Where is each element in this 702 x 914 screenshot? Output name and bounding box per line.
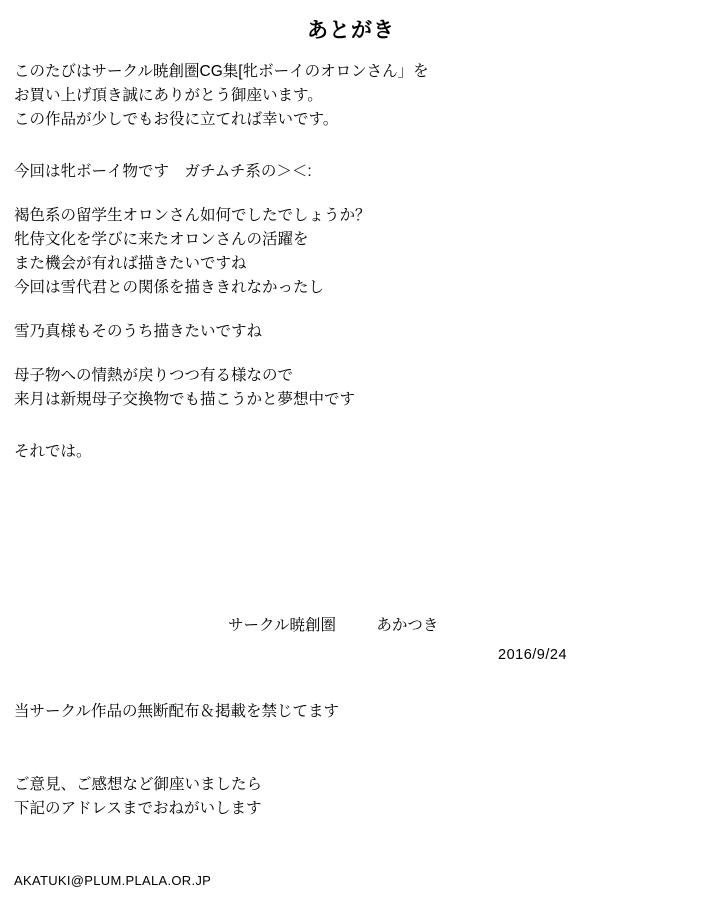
text-line: 今回は雪代君との関係を描ききれなかったし	[14, 279, 325, 297]
text-line: 褐色系の留学生オロンさん如何でしたでしょうか？	[14, 207, 371, 225]
text-line: この作品が少しでもお役に立てれば幸いです。	[14, 111, 339, 129]
paragraph-character-notes	[14, 204, 688, 300]
paragraph-intro	[14, 60, 688, 132]
afterword-body	[0, 60, 702, 464]
text-line: ご意見、ご感想など御座いましたら	[14, 776, 263, 794]
text-line: 牝侍文化を学びに来たオロンさんの活躍を	[14, 231, 309, 249]
paragraph-yukino	[14, 320, 688, 344]
text-line: 来月は新規母子交換物でも描こうかと夢想中です	[14, 391, 356, 409]
paragraph-spacer	[14, 184, 688, 204]
contact-block	[0, 773, 702, 821]
text-line: このたびはサークル暁創圏CG集[牝ボーイのオロンさん」を	[14, 63, 429, 80]
text-line: 母子物への情熱が戻りつつ有る様なので	[14, 367, 294, 385]
paragraph-spacer	[14, 132, 688, 160]
author-name: あかつき	[376, 617, 439, 635]
paragraph-spacer	[14, 344, 688, 364]
paragraph-next-work	[14, 364, 688, 412]
signature-date: 2016/9/24	[498, 647, 568, 664]
paragraph-spacer	[14, 300, 688, 320]
text-line: 雪乃真様もそのうち描きたいですね	[14, 323, 263, 341]
paragraph-closing	[14, 440, 688, 464]
page-title: あとがき	[307, 19, 395, 42]
text-line: 今回は牝ボーイ物です ガチムチ系の＞＜:	[14, 163, 312, 181]
signature-block	[0, 614, 702, 637]
text-line: それでは。	[14, 443, 92, 461]
circle-name: サークル暁創圏	[228, 617, 337, 635]
paragraph-spacer	[14, 412, 688, 440]
text-line: 下記のアドレスまでおねがいします	[14, 800, 262, 818]
text-line: お買い上げ頂き誠にありがとう御座います。	[14, 87, 323, 105]
paragraph-theme	[14, 160, 688, 184]
text-line: また機会が有れば描きたいですね	[14, 255, 247, 273]
afterword-page	[0, 14, 702, 914]
contact-email: AKATUKI@PLUM.PLALA.OR.JP	[14, 873, 212, 889]
redistribution-notice: 当サークル作品の無断配布＆掲載を禁じてます	[14, 703, 340, 721]
